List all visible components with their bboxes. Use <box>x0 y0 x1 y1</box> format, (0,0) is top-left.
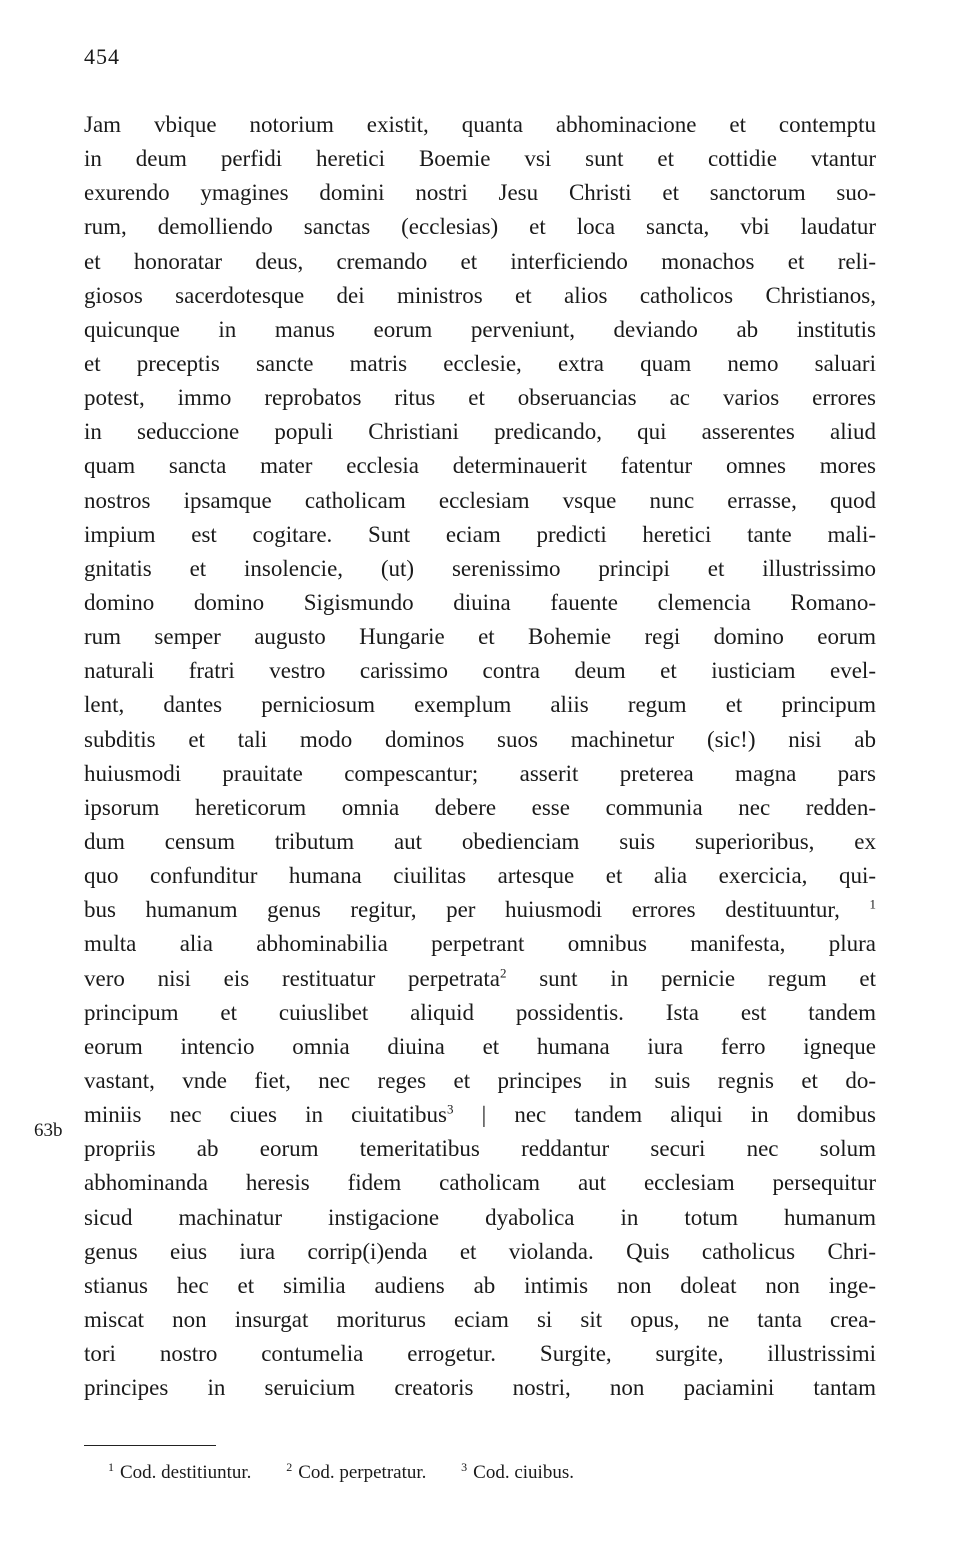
text-line: multa alia abhominabilia perpetrant omnibus manifesta, plura <box>84 931 876 957</box>
footnote <box>286 1459 427 1484</box>
footnote-marker: 3 <box>461 1459 468 1474</box>
page-number: 454 <box>84 44 120 69</box>
text-line: sicud machinatur instigacione dyabolica in totum humanum <box>84 1204 876 1230</box>
text-line: et honoratar deus, cremando et interficiendo monachos et reli- <box>84 248 876 274</box>
text-line-content: sunt in pernicie regum et <box>539 965 877 991</box>
text-line: giosos sacerdotesque dei ministros et alios catholicos Christianos, <box>84 282 876 308</box>
text-line: propriis ab eorum temeritatibus reddantur securi nec solum <box>84 1136 876 1162</box>
text-line-content: bus humanum genus regitur, per huiusmodi errores destituuntur, <box>84 897 840 923</box>
text-line: quo confunditur humana ciuilitas artesque et alia exercicia, qui- <box>84 863 876 889</box>
text-line: potest, immo reprobatos ritus et obseruancias ac varios errores <box>84 385 876 411</box>
text-line: et preceptis sancte matris ecclesie, extra quam nemo saluari <box>84 350 876 376</box>
text-line-content: miniis nec ciues in ciuitatibus <box>84 1102 447 1128</box>
text-line-with-marker <box>84 1098 876 1132</box>
footnote-marker: 1 <box>108 1459 114 1474</box>
footnote <box>461 1459 574 1484</box>
text-line: ipsorum hereticorum omnia debere esse communia nec redden- <box>84 794 876 820</box>
text-line-with-marker <box>84 893 876 927</box>
text-line: tori nostro contumelia errogetur. Surgite, surgite, illustrissimi <box>84 1341 876 1367</box>
text-line: naturali fratri vestro carissimo contra deum et iusticiam evel- <box>84 658 876 684</box>
text-line: dum censum tributum aut obedienciam suis superioribus, ex <box>84 828 876 854</box>
footnote-text: Cod. destitiuntur. <box>120 1462 252 1483</box>
footnote-marker: 2 <box>286 1459 293 1474</box>
text-line-content: | nec tandem aliqui in domibus <box>481 1102 876 1128</box>
text-line: vastant, vnde fiet, nec reges et principes in suis regnis et do- <box>84 1067 876 1093</box>
text-line: impium est cogitare. Sunt eciam predicti heretici tante mali- <box>84 521 876 547</box>
text-line: rum, demolliendo sanctas (ecclesias) et loca sancta, vbi laudatur <box>84 214 876 240</box>
text-line: gnitatis et insolencie, (ut) serenissimo principi et illustrissimo <box>84 555 876 581</box>
text-line: eorum intencio omnia diuina et humana iura ferro igneque <box>84 1033 876 1059</box>
text-line: quicunque in manus eorum perveniunt, deviando ab institutis <box>84 316 876 342</box>
footnote-ref-2: 2 <box>499 964 507 980</box>
text-line: rum semper augusto Hungarie et Bohemie regi domino eorum <box>84 624 876 650</box>
text-line: quam sancta mater ecclesia determinauerit fatentur omnes mores <box>84 453 876 479</box>
footnote-text: Cod. ciuibus. <box>473 1462 574 1483</box>
text-line: stianus hec et similia audiens ab intimis non doleat non inge- <box>84 1272 876 1298</box>
text-line: nostros ipsamque catholicam ecclesiam vsque nunc errasse, quod <box>84 487 876 513</box>
footnote-divider <box>84 1445 216 1446</box>
body-text <box>84 108 876 1405</box>
text-line: Jam vbique notorium existit, quanta abhominacione et contemptu <box>84 112 876 137</box>
footnote-text: Cod. perpetratur. <box>298 1462 427 1483</box>
text-line: in seduccione populi Christiani predicando, qui asserentes aliud <box>84 419 876 445</box>
text-line: domino domino Sigismundo diuina fauente clemencia Romano- <box>84 589 876 615</box>
footnote-ref-1: 1 <box>869 896 876 912</box>
footnotes <box>108 1459 604 1484</box>
text-line: principum et cuiuslibet aliquid possidentis. Ista est tandem <box>84 999 876 1025</box>
footnote-ref-3: 3 <box>446 1101 454 1117</box>
margin-folio-note: 63b <box>34 1120 63 1141</box>
text-line-content: vero nisi eis restituatur perpetrata <box>84 965 500 991</box>
text-line: abhominanda heresis fidem catholicam aut ecclesiam persequitur <box>84 1170 876 1196</box>
text-line: lent, dantes perniciosum exemplum aliis regum et principum <box>84 692 876 718</box>
footnote <box>108 1459 252 1484</box>
text-line: genus eius iura corrip(i)enda et violanda. Quis catholicus Chri- <box>84 1238 876 1264</box>
text-line: miscat non insurgat moriturus eciam si sit opus, ne tanta crea- <box>84 1306 876 1332</box>
text-line: principes in seruicium creatoris nostri, non paciamini tantam <box>84 1375 876 1401</box>
text-line: in deum perfidi heretici Boemie vsi sunt et cottidie vtantur <box>84 146 876 172</box>
text-line-with-marker <box>84 962 876 996</box>
text-line: exurendo ymagines domini nostri Jesu Christi et sanctorum suo- <box>84 180 876 206</box>
text-line: subditis et tali modo dominos suos machinetur (sic!) nisi ab <box>84 726 876 752</box>
text-line: huiusmodi prauitate compescantur; asserit preterea magna pars <box>84 760 876 786</box>
